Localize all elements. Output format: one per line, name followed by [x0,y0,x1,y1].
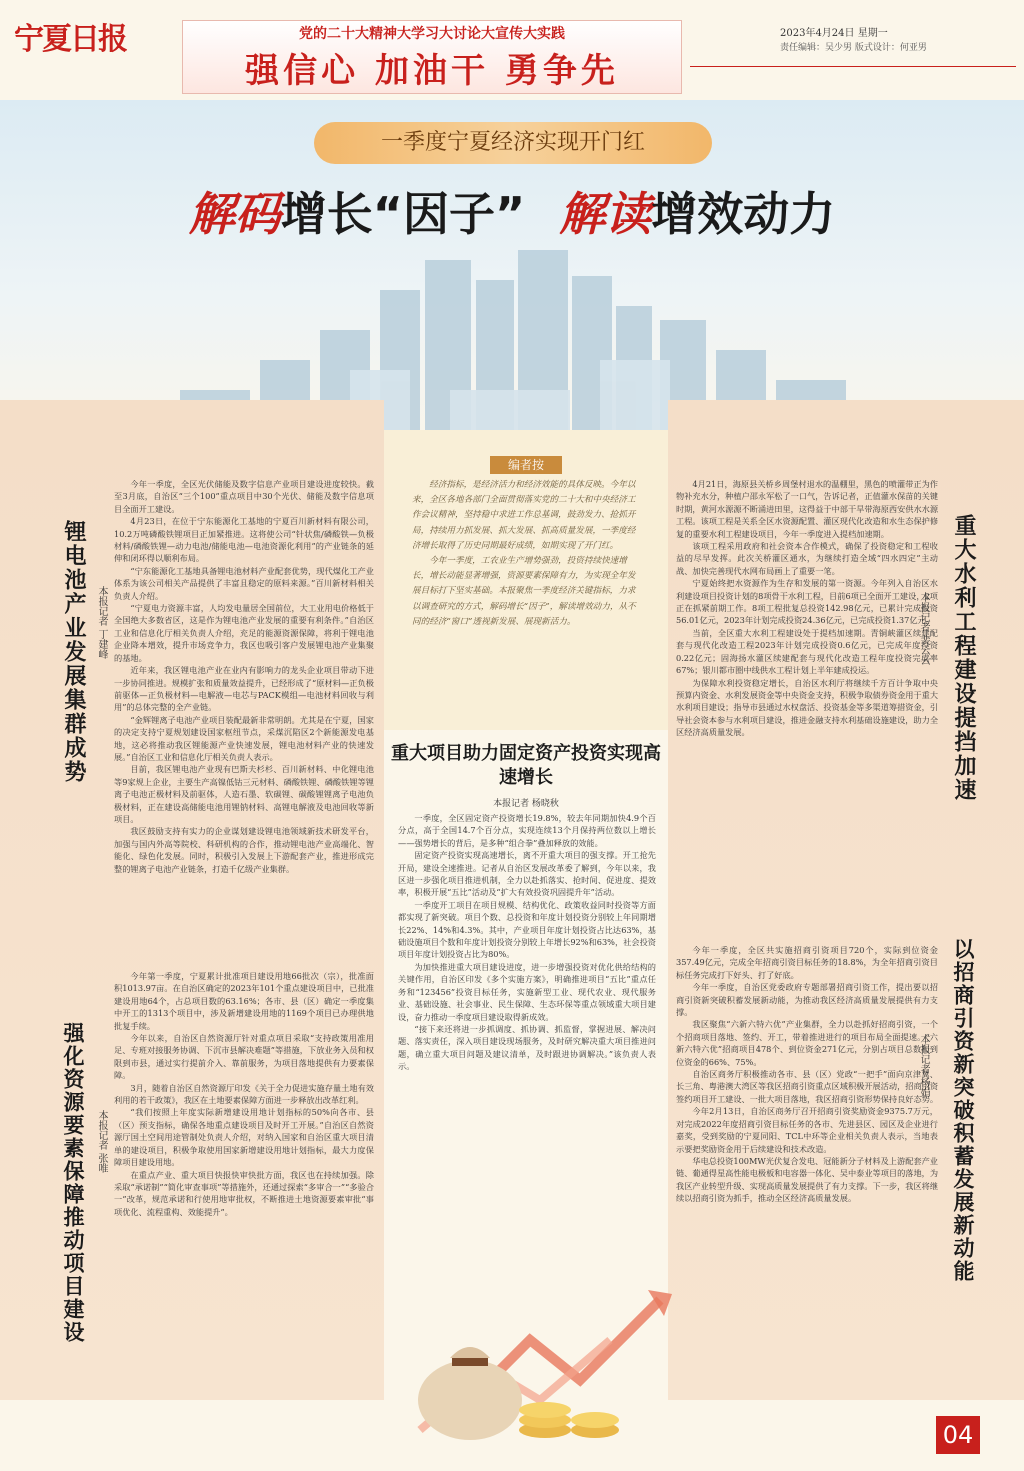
issue-date: 2023年4月24日 星期一 [780,28,888,39]
theme-banner [182,20,682,94]
paragraph: 今年以来，自治区自然资源厅针对重点项目采取“支持政策用准用足、专班对接服务协调、下沉市县解决难题”等措施，下放业务入员和权限到市县，通过实行提前介入、靠前服务，为项目落地提供有力要素保障。 [114,1033,374,1081]
article-body-water [676,478,938,926]
paragraph: 一季度开工项目在项目规模、结构优化、政策收益同时投资等方面都实现了新突破。项目个数、总投资和年度计划投资分别较上年同期增长22%、14%和4.3%。其中，产业项目年度计划投资占比达63%，基础设施项目个数和年度计划投资分别较上年增长92%和63%，社会投资项目年度计划投资占比为80%。 [398,899,656,960]
paragraph: 在重点产业、重大项目快报快审快批方面，我区也在持续加强。除采取“承诺制”“简化审查事项”等措施外，还通过探索“多审合一”“多验合一”改革，规范承诺和行使用地审批权，不断推进土地资源要素审批“事项优化、流程重构、效能提升”。 [114,1169,374,1217]
paragraph: 4月23日，在位于宁东能源化工基地的宁夏百川新材料有限公司，10.2万吨磷酸铁锂项目正加紧推进。这将使公司“针状焦/磷酸铁—负极材料/磷酸铁锂—动力电池/储能电池—电池资源化利用”的产业链条的延伸和闭环得以顺利布局。 [114,516,374,564]
paragraph: 华电总投资100MW光伏复合发电、冠能新分子材料及上游配套产业链、葡通得星高性能电极板和电容器一体化、吴中泰业等项目的落地，为我区产业转型升级、实现高质量发展提供了有力支撑。下一步，我区将继续以招商引资为抓手，推动全区经济高质量发展。 [676,1155,938,1204]
article-title-investment-attraction: 以招商引资新突破积蓄发展新动能 [951,938,975,1283]
paragraph: 该项工程采用政府和社会资本合作模式，确保了投资稳定和工程收益的尽早发挥。此次关桥灌区通水，为继续打造全域“四水四定”主动战、加快完善现代水网布局画上了重要一笔。 [676,541,938,576]
article-byline-water: 本报记者 裴云云 [918,592,929,666]
paragraph: 当前，全区重大水利工程建设处于提档加速期。青铜峡灌区续建配套与现代化改造工程2023年计划完成投资0.6亿元，已完成年度投资0.22亿元；固海扬水灌区续建配套与现代化改造工程年度投资完成率67%；银川都市圈中线供水工程计划上半年建成投运。 [676,627,938,676]
banner-top-text: 党的二十大精神大学习大讨论大宣传大实践 [299,26,565,42]
paragraph: “宁夏电力资源丰富，人均发电量居全国前位，大工业用电价格低于全国绝大多数省区，这是作为锂电池产业发展的重要有利条件。”自治区工业和信息化厅相关负责人介绍，充足的能源资源保障，将利于锂电池企业降本增效，提升市场竞争力，我区也吸引客户发展锂电池产业集聚的基地。 [114,603,374,663]
article-title-lithium: 锂电池产业发展集群成势 [61,520,86,784]
paragraph: 4月21日，海原县关桥乡周堡村退水的温棚里，黑色的喷灌带正为作物补充水分，种植户邵永军松了一口气，告诉记者，正值灌水保苗的关键时期，黄河水源源不断涌进田里，这得益于中部干旱带海原西安供水水源工程。该项工程是关系全区水资源配置、灌区现代化改造和水生态保护修复的重要水利工程建设项目，今年一季度进入提档加速期。 [676,479,938,539]
editor-paragraph: 经济指标，是经济活力和经济效能的具体反映。今年以来，全区各地各部门全面贯彻落实党的二十大和中央经济工作会议精神，坚持稳中求进工作总基调，鼓劲发力、抢抓开局，持续用力抓发展、抓大发展、抓高质量发展，一季度经济增长取得了历史同期最好成绩，如期实现了开门红。 [412,480,636,551]
paragraph: “金辉锂离子电池产业项目装配最新非常明朗。尤其是在宁夏，国家的决定支持宁夏规划建设国家枢纽节点，采煤沉陷区2个新能源发电基地，这必将推动我区锂能源产业快速发展，锂电池材料产业的快速发展。”自治区工业和信息化厅相关负责人表示。 [114,714,374,762]
newspaper-logo: 宁夏日报 [14,22,126,57]
paragraph: 为保障水利投资稳定增长，自治区水利厅将继续千方百计争取中央预算内资金、水利发展资金等中央资金支持，积极争取债券资金用于重大水利项目建设；指导市县通过水权盘活、投资基金等多渠道筹措资金，引导社会资本参与水利项目建设，推进金融支持水利基础设施建设，助力全区经济高质量发展。 [676,677,938,738]
paragraph: 3月，随着自治区自然资源厅印发《关于全力促进实施存量土地有效利用的若干政策》，我区在土地要素保障方面进一步释放出改革红利。 [114,1082,374,1106]
article-byline-investment: 本报记者 杨晓秋 [493,799,559,809]
section-subtitle: 一季度宁夏经济实现开门红 [314,122,712,164]
article-byline-resources: 本报记者 张唯 [96,1110,107,1174]
article-byline-investment-attraction: 本报记者 杨娟 [918,1034,929,1098]
editor-note-tag: 编者按 [490,456,562,474]
paragraph: 我区聚焦“六新六特六优”产业集群，全力以赴抓好招商引资，一个个招商项目落地、签约、开工，带着推进进行的项目布局全面提速。“六新六特六优”招商项目478个、到位资金271亿元，分别占项目总数和到位资金的66%、75%。 [676,1019,938,1067]
headline-part-3: 解读 [559,187,652,241]
page-number: 04 [936,1416,980,1454]
article-body-investment-attraction [676,944,938,1340]
masthead [0,0,1024,100]
paragraph: 今年一季度，全区光伏储能及数字信息产业项目建设进度较快。截至3月底，自治区“三个100”重点项目中30个光伏、储能及数字信息项目全面开工建设。 [114,479,374,514]
article-title-investment: 重大项目助力固定资产投资实现高速增长 [391,743,661,788]
article-body-resources [114,970,374,1342]
page-headline [0,178,1024,244]
paragraph: 宁夏始终把水资源作为生存和发展的第一资源。今年列入自治区水利建设项目投资计划的8项骨干水利工程，目前6项已全面开工建设，2项正在抓紧前期工作。8项工程批复总投资142.98亿元，已累计完成投资56.01亿元，2023年计划完成投资24.36亿元，已完成投资1.37亿元。 [676,578,938,626]
paragraph: 自治区商务厅积极推动各市、县（区）党政“一把手”面向京津冀、长三角、粤港澳大湾区等我区招商引资重点区域积极开展活动，招商引资签约项目开工建设、一批大项目落地，我区招商引资形势保持良好态势。 [676,1069,938,1104]
money-bag-illustration [380,1280,680,1440]
editor-note-text [412,478,642,630]
article-byline-lithium: 本报记者 丁建峰 [96,586,107,660]
paragraph: 我区鼓励支持有实力的企业谋划建设锂电池领域新技术研发平台，加强与国内外高等院校、科研机构的合作，推动锂电池产业高端化、智能化、绿色化发展。同时，积极引入发展上下游配套产业，推进形成完整的锂离子电池产业链条，打造千亿级产业集群。 [114,826,374,874]
article-title-resources: 强化资源要素保障推动项目建设 [61,1022,85,1344]
headline-part-1: 解码 [188,187,281,241]
paragraph: 为加快推进重大项目建设进度，进一步增强投资对优化供给结构的关键作用，自治区印发《多个实施方案》，明确推进项目“五比”重点任务和“123456”投资目标任务，实施新型工业、现代农业、现代服务业、基础设施、社会事业、民生保障、生态环保等重点领域重大项目建设，奋力推动一季度项目建设取得新成效。 [398,961,656,1022]
editor-credits: 责任编辑：吴少男 版式设计：何亚男 [780,43,927,53]
paragraph: 目前，我区锂电池产业现有巴斯夫杉杉、百川新材料、中化锂电池等9家规上企业，主要生产高镍低钴三元材料、磷酸铁锂、磷酸铁锂等锂离子电池正极材料及前驱体，人造石墨、软碳锂、碳酸锂锂离子电池负极材料，正在建设高储能电池用锂钠材料、高锂电解液及电池回收等新项目。 [114,764,374,824]
article-body-investment [398,812,656,1272]
paragraph: 近年来，我区锂电池产业在业内有影响力的龙头企业项目带动下进一步协同推进。规模扩张和质量效益提升，已经形成了“原材料—正负极前驱体—正负极材料—电解液—电芯与PACK模组—电池材料回收与利用”的总体完整的全产业链。 [114,665,374,713]
article-body-lithium [114,478,374,940]
article-title-water: 重大水利工程建设提挡加速 [951,514,976,802]
headline-part-2: 增长“因子” [280,187,526,241]
editor-paragraph: 今年一季度，工农业生产增势强劲，投资持续快速增长，增长动能显著增强，资源要素保障有力，为实现全年发展目标打下坚实基础。本报聚焦一季度经济关键指标，力求以调查研究的方式，解码增长“因子”，解读增效动力，从不同的经济“窗口”透视新发展、展现新活力。 [412,556,636,627]
paragraph: “我们按照上年度实际新增建设用地计划指标的50%向各市、县（区）预支指标，确保各地重点建设项目及时开工开展。”自治区自然资源厅国土空间用途管制处负责人介绍，对纳入国家和自治区重大项目清单的建设项目，积极争取使用国家新增建设用地计划指标，最大力度保障项目建设用地。 [114,1107,374,1168]
paragraph: 今年一季度，全区共实施招商引资项目720个，实际到位资金357.49亿元，完成全年招商引资目标任务的18.8%，为全年招商引资目标任务完成打下好头、打了好底。 [676,945,938,980]
paragraph: “宁东能源化工基地具备锂电池材料产业配套优势，现代煤化工产业体系为该公司相关产品提供了丰富且稳定的原料来源。”百川新材料相关负责人介绍。 [114,565,374,601]
paragraph: “接下来还将进一步抓调度、抓协调、抓监督，掌握进展、解决问题、落实责任，深入项目建设现场服务，及时研究解决重大项目推进问题，确立重大项目问题及建议清单，及时跟进协调解决。”该负责人表示。 [398,1023,656,1072]
banner-slogan: 强信心 加油干 勇争先 [245,51,619,91]
header-rule [690,66,1016,67]
headline-part-4: 增效动力 [651,187,836,241]
paragraph: 一季度，全区固定资产投资增长19.8%，较去年同期加快4.9个百分点，高于全国14.7个百分点，实现连续13个月保持两位数以上增长——强势增长的背后，是多种“组合拳”叠加释放的效能。 [398,813,656,848]
paragraph: 今年一季度，自治区党委政府专题部署招商引资工作，提出要以招商引资新突破积蓄发展新动能，为推动我区经济高质量发展提供有力支撑。 [676,982,938,1018]
paragraph: 今年2月13日，自治区商务厅召开招商引资奖励资金9375.7万元，对完成2022年度招商引资目标任务的各市、先进县区、园区及企业进行嘉奖，受到奖励的宁夏同阳、TCL中环等企业相关负责人表示，当地表示要把奖励资金用于后续建设和技术改造。 [676,1106,938,1154]
paragraph: 固定资产投资实现高速增长，离不开重大项目的强支撑。开工抢先开局，建设全速推进。记者从自治区发展改革委了解到，今年以来，我区进一步强化项目推进机制，全力以赴抓落实、抢时间、促进度、提效率，积极开展“五比”活动及“扩大有效投资巩固提升年”活动。 [398,850,656,898]
paragraph: 今年第一季度，宁夏累计批准项目建设用地66批次（宗），批准面积1013.97亩。在自治区确定的2023年101个重点建设项目中，已批准建设用地64个，占总项目数的63.16%；各市、县（区）确定一季度集中开工的1313个项目中，涉及新增建设用地的1169个项目已办理供地批复手续。 [114,971,374,1031]
